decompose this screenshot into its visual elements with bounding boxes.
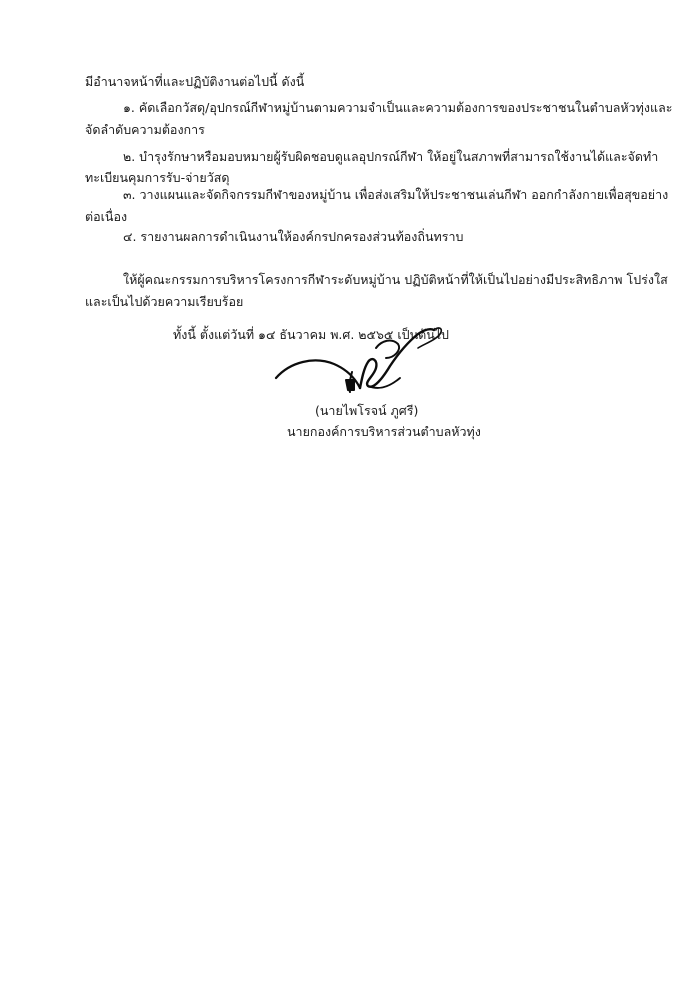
closing-line-2: และเป็นไปด้วยความเรียบร้อย [85,294,244,309]
effective-date-line: ทั้งนี้ ตั้งแต่วันที่ ๑๔ ธันวาคม พ.ศ. ๒๕๖๕ เป็นต้นไป [173,327,449,342]
item-4-line-1: ๔. รายงานผลการดำเนินงานให้องค์กรปกครองส่วนท้องถิ่นทราบ [123,229,464,244]
item-3-line-1: ๓. วางแผนและจัดกิจกรรมกีฬาของหมู่บ้าน เพื่อส่งเสริมให้ประชาชนเล่นกีฬา ออกกำลังกายเพื่อสุขอย่าง [123,187,669,202]
handwritten-signature [268,318,484,414]
intro-line: มีอำนาจหน้าที่และปฏิบัติงานต่อไปนี้ ดังนี้ [85,74,305,89]
item-2-line-1: ๒. บำรุงรักษาหรือมอบหมายผู้รับผิดชอบดูแลอุปกรณ์กีฬา ให้อยู่ในสภาพที่สามารถใช้งานได้และจัดทำ [123,149,659,164]
item-3-line-2: ต่อเนื่อง [85,209,128,224]
item-1-line-2: จัดลำดับความต้องการ [85,122,205,137]
closing-line-1: ให้ผู้คณะกรรมการบริหารโครงการกีฬาระดับหมู่บ้าน ปฏิบัติหน้าที่ให้เป็นไปอย่างมีประสิทธิภาพ โปร่งใส [123,272,668,287]
item-2-line-2: ทะเบียนคุมการรับ-จ่ายวัสดุ [85,170,230,185]
signer-name: (นายไพโรจน์ ภูศรี) [315,403,419,418]
item-1-line-1: ๑. คัดเลือกวัสดุ/อุปกรณ์กีฬาหมู่บ้านตามความจำเป็นและความต้องการของประชาชนในตำบลหัวทุ่งและ [123,100,673,115]
signer-position: นายกองค์การบริหารส่วนตำบลหัวทุ่ง [287,424,481,439]
